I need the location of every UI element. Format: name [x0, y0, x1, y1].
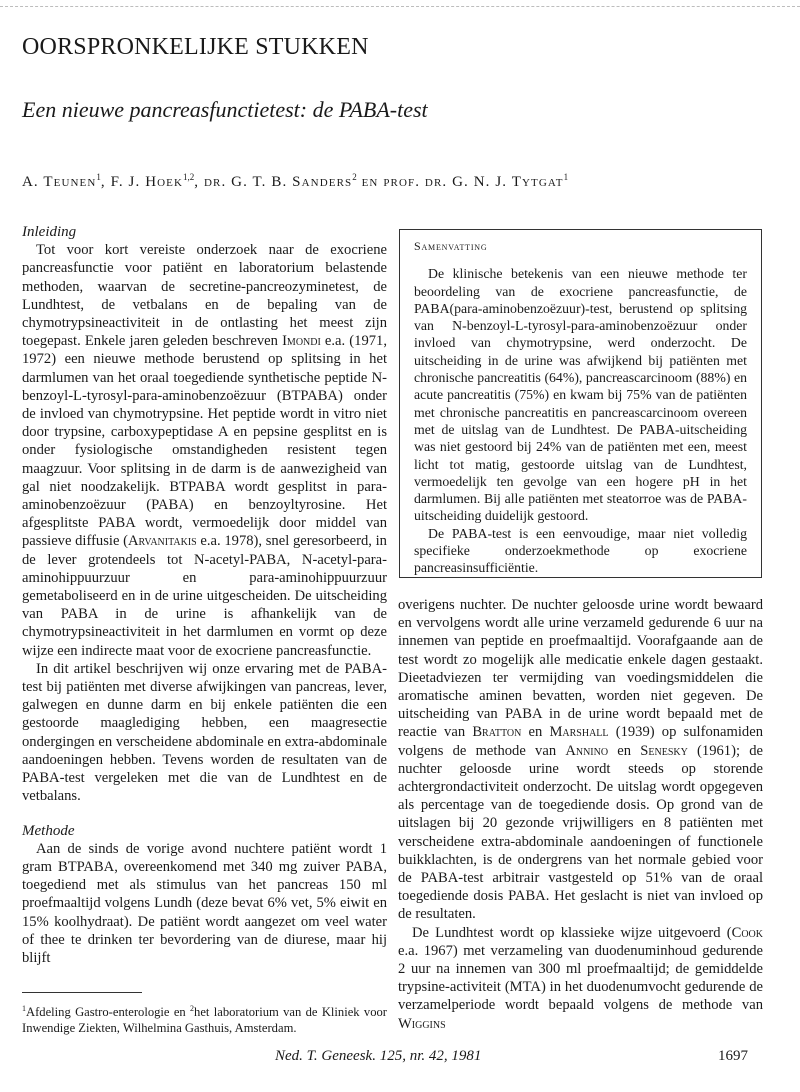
- footnote-marker: 2: [190, 1004, 195, 1013]
- text-run: en: [608, 742, 641, 759]
- footnote-marker: 1: [22, 1004, 26, 1013]
- citation-wiggins: Wiggins: [398, 1015, 446, 1032]
- section-title: OORSPRONKELIJKE STUKKEN: [22, 34, 369, 60]
- citation-marshall: Marshall: [549, 724, 609, 741]
- method-continuation-paragraph: [398, 596, 763, 924]
- author-tytgat-affiliation: 1: [563, 172, 569, 182]
- text-run: De Lundhtest wordt op klassieke wijze uitgevoerd (: [412, 924, 732, 941]
- inleiding-paragraph-2: In dit artikel beschrijven wij onze ervaring met de PABA-test bij patiënten met diverse afwijkingen van pancreas, lever, galwegen en dunne darm en bij enkele patiënten die een gestoorde maaglediging hebben, een maagresectie ondergingen en verscheidene abdominale en extra-abdominale aandoeningen hebben. Tevens worden de resultaten van de PABA-test vergeleken met die van de Lundhtest en de vetbalans.: [22, 660, 387, 805]
- text-run: en: [521, 724, 550, 741]
- summary-paragraph-2: De PABA-test is een eenvoudige, maar niet volledig specifieke onderzoekmethode op exocriene pancreasinsufficiëntie.: [414, 525, 747, 576]
- footnote-rule: [22, 992, 142, 993]
- author-teunen: A. Teunen: [22, 174, 97, 190]
- author-separator: ,: [194, 174, 204, 190]
- author-hoek-affiliation: 1,2: [183, 172, 195, 182]
- citation-bratton: Bratton: [472, 724, 522, 741]
- text-run: Tot voor kort vereiste onderzoek naar de exocriene pancreasfunctie voor patiënt en laboratorium belastende methoden, waarvan de secretine-pancreozyminetest, de Lundhtest, de vetbalans en de bepaling van de chymotrypsineactiviteit in de ontlasting het meest zijn toegepast. Enkele jaren geleden beschreven: [22, 242, 387, 350]
- author-teunen-affiliation: 1: [96, 172, 101, 182]
- text-run: e.a. 1978), snel geresorbeerd, in de lever grotendeels tot N-acetyl-PABA, N-acetyl-para-aminohippuurzuur en para-aminohippuurzuur gemetaboliseerd en in de urine uitgescheiden. De uitscheiding van PABA in de urine is afhankelijk van de chymotrypsineactiviteit in het darmlumen en vormt op deze wijze een indirecte maat voor de exocriene pancreasfunctie.: [22, 533, 387, 659]
- top-divider: [0, 6, 800, 7]
- author-hoek: F. J. Hoek: [110, 174, 184, 190]
- text-run: e.a. 1967) met verzameling van duodenuminhoud gedurende 2 uur na innemen van 300 ml proefmaaltijd; de gemiddelde trypsine-activiteit (MTA) in het duodenumvocht gedurende de verzamelperiode wordt bepaald volgens de methode van: [398, 942, 763, 1014]
- citation-imondi: Imondi: [282, 333, 321, 350]
- right-column: [398, 596, 763, 1033]
- citation-cook: Cook: [731, 924, 763, 941]
- author-sanders: dr. G. T. B. Sanders: [203, 174, 353, 190]
- text-run: (1961); de nuchter geloosde urine wordt steeds op storende achtergrondactiviteit onderzocht. De uitslag wordt opgegeven als percentage van de toegediende dosis. Op grond van de uitslagen bij 20 gezonde vrijwilligers en 8 patiënten met verscheidene extra-abdominale aandoeningen of functionele buikklachten, is de ondergrens van het normale gebied voor de PABA-test arbitrair vastgesteld op 51% van de oraal toegediende dosis PABA. Het geslacht is niet van invloed op de resultaten.: [398, 742, 763, 923]
- text-run: overigens nuchter. De nuchter geloosde urine wordt bewaard en vervolgens wordt alle urine verzameld gedurende 6 uur na innemen van peptide en proefmaaltijd. Voorafgaande aan de test wordt zo mogelijk alle medicatie enkele dagen gestaakt. Dieetadviezen ter vermijding van voedingsmiddelen die aromatische aminen bevatten, worden niet gegeven. De uitscheiding van PABA in de urine wordt bepaald met de reactie van: [398, 597, 763, 741]
- author-separator: ,: [100, 174, 111, 190]
- citation-annino: Annino: [565, 742, 609, 759]
- author-sanders-affiliation: 2: [352, 172, 357, 182]
- summary-paragraph-1: De klinische betekenis van een nieuwe methode ter beoordeling van de exocriene pancreasfunctie, de PABA(para-aminobenzoëzuur)-test, berustend op splitsing van N-benzoyl-L-tyrosyl-para-aminobenzoëzuur onder invloed van chymotrypsine, werd onderzocht. De uitscheiding in de urine was afwijkend bij patiënten met chronische pancreatitis (64%), pancreascarcinoom (88%) en acute pancreatitis (75%) en kwam bij 75% van de patiënten met chronische pancreatitis en pancreascarcinoom overeen met de uitslag van de Lundhtest. De PABA-uitscheiding was niet gestoord bij 24% van de patiënten met een, meest licht tot matig, gestoorde uitslag van de Lundhtest, vermoedelijk ten gevolge van een hogere pH in het darmlumen. Bij alle patiënten met steatorroe was de PABA-uitscheiding duidelijk gestoord.: [414, 266, 747, 524]
- journal-reference: Ned. T. Geneesk. 125, nr. 42, 1981: [275, 1048, 482, 1064]
- inleiding-paragraph-1: [22, 241, 387, 660]
- inleiding-heading: Inleiding: [22, 224, 77, 240]
- lundhtest-paragraph: [398, 924, 763, 1033]
- left-column: [22, 223, 387, 967]
- page-number: 1697: [718, 1048, 748, 1064]
- methode-heading: Methode: [22, 822, 75, 839]
- text-run: e.a. (1971, 1972) een nieuwe methode berustend op splitsing in het darmlumen van het oraal toegediende synthetische peptide N-benzoyl-L-tyrosyl-para-aminobenzoëzuur (BTPABA) onder de invloed van chymotrypsine. Het peptide wordt in vitro niet door trypsine, carboxypeptidase A en pepsine gesplitst en is onder fysiologische omstandigheden resistent tegen maagzuur. Voor splitsing in de darm is de aanwezigheid van gal niet noodzakelijk. BTPABA wordt gesplitst in para-aminobenzoëzuur (PABA) en benzoyltyrosine. Het afgesplitste PABA wordt, vermoedelijk door middel van passieve diffusie (: [22, 333, 387, 550]
- text-run: (1939) op sulfonamiden volgens de methode van: [398, 724, 763, 759]
- article-title: Een nieuwe pancreasfunctietest: de PABA-test: [22, 97, 428, 122]
- methode-paragraph-1: Aan de sinds de vorige avond nuchtere patiënt wordt 1 gram BTPABA, overeenkomend met 340 mg zuiver PABA, toegediend met als stimulus van het pancreas 150 ml proefmaaltijd volgens Lundh (deze bevat 6% vet, 5% eiwit en 15% koolhydraat). De patiënt wordt aangezet om veel water of thee te drinken ter bevordering van de diurese, maar hij blijft: [22, 840, 387, 966]
- affiliation-footnote: [22, 1001, 387, 1037]
- citation-senesky: Senesky: [640, 742, 688, 759]
- author-tytgat: prof. dr. G. N. J. Tytgat: [383, 174, 564, 190]
- summary-heading: Samenvatting: [414, 239, 488, 253]
- summary-box: [399, 229, 762, 578]
- text-run: het laboratorium van de Kliniek voor Inwendige Ziekten, Wilhelmina Gasthuis, Amsterdam.: [22, 1005, 387, 1035]
- citation-arvanitakis: Arvanitakis: [127, 533, 197, 550]
- author-line: [22, 172, 782, 191]
- text-run: Afdeling Gastro-enterologie en: [26, 1005, 191, 1020]
- author-separator: en: [356, 174, 384, 190]
